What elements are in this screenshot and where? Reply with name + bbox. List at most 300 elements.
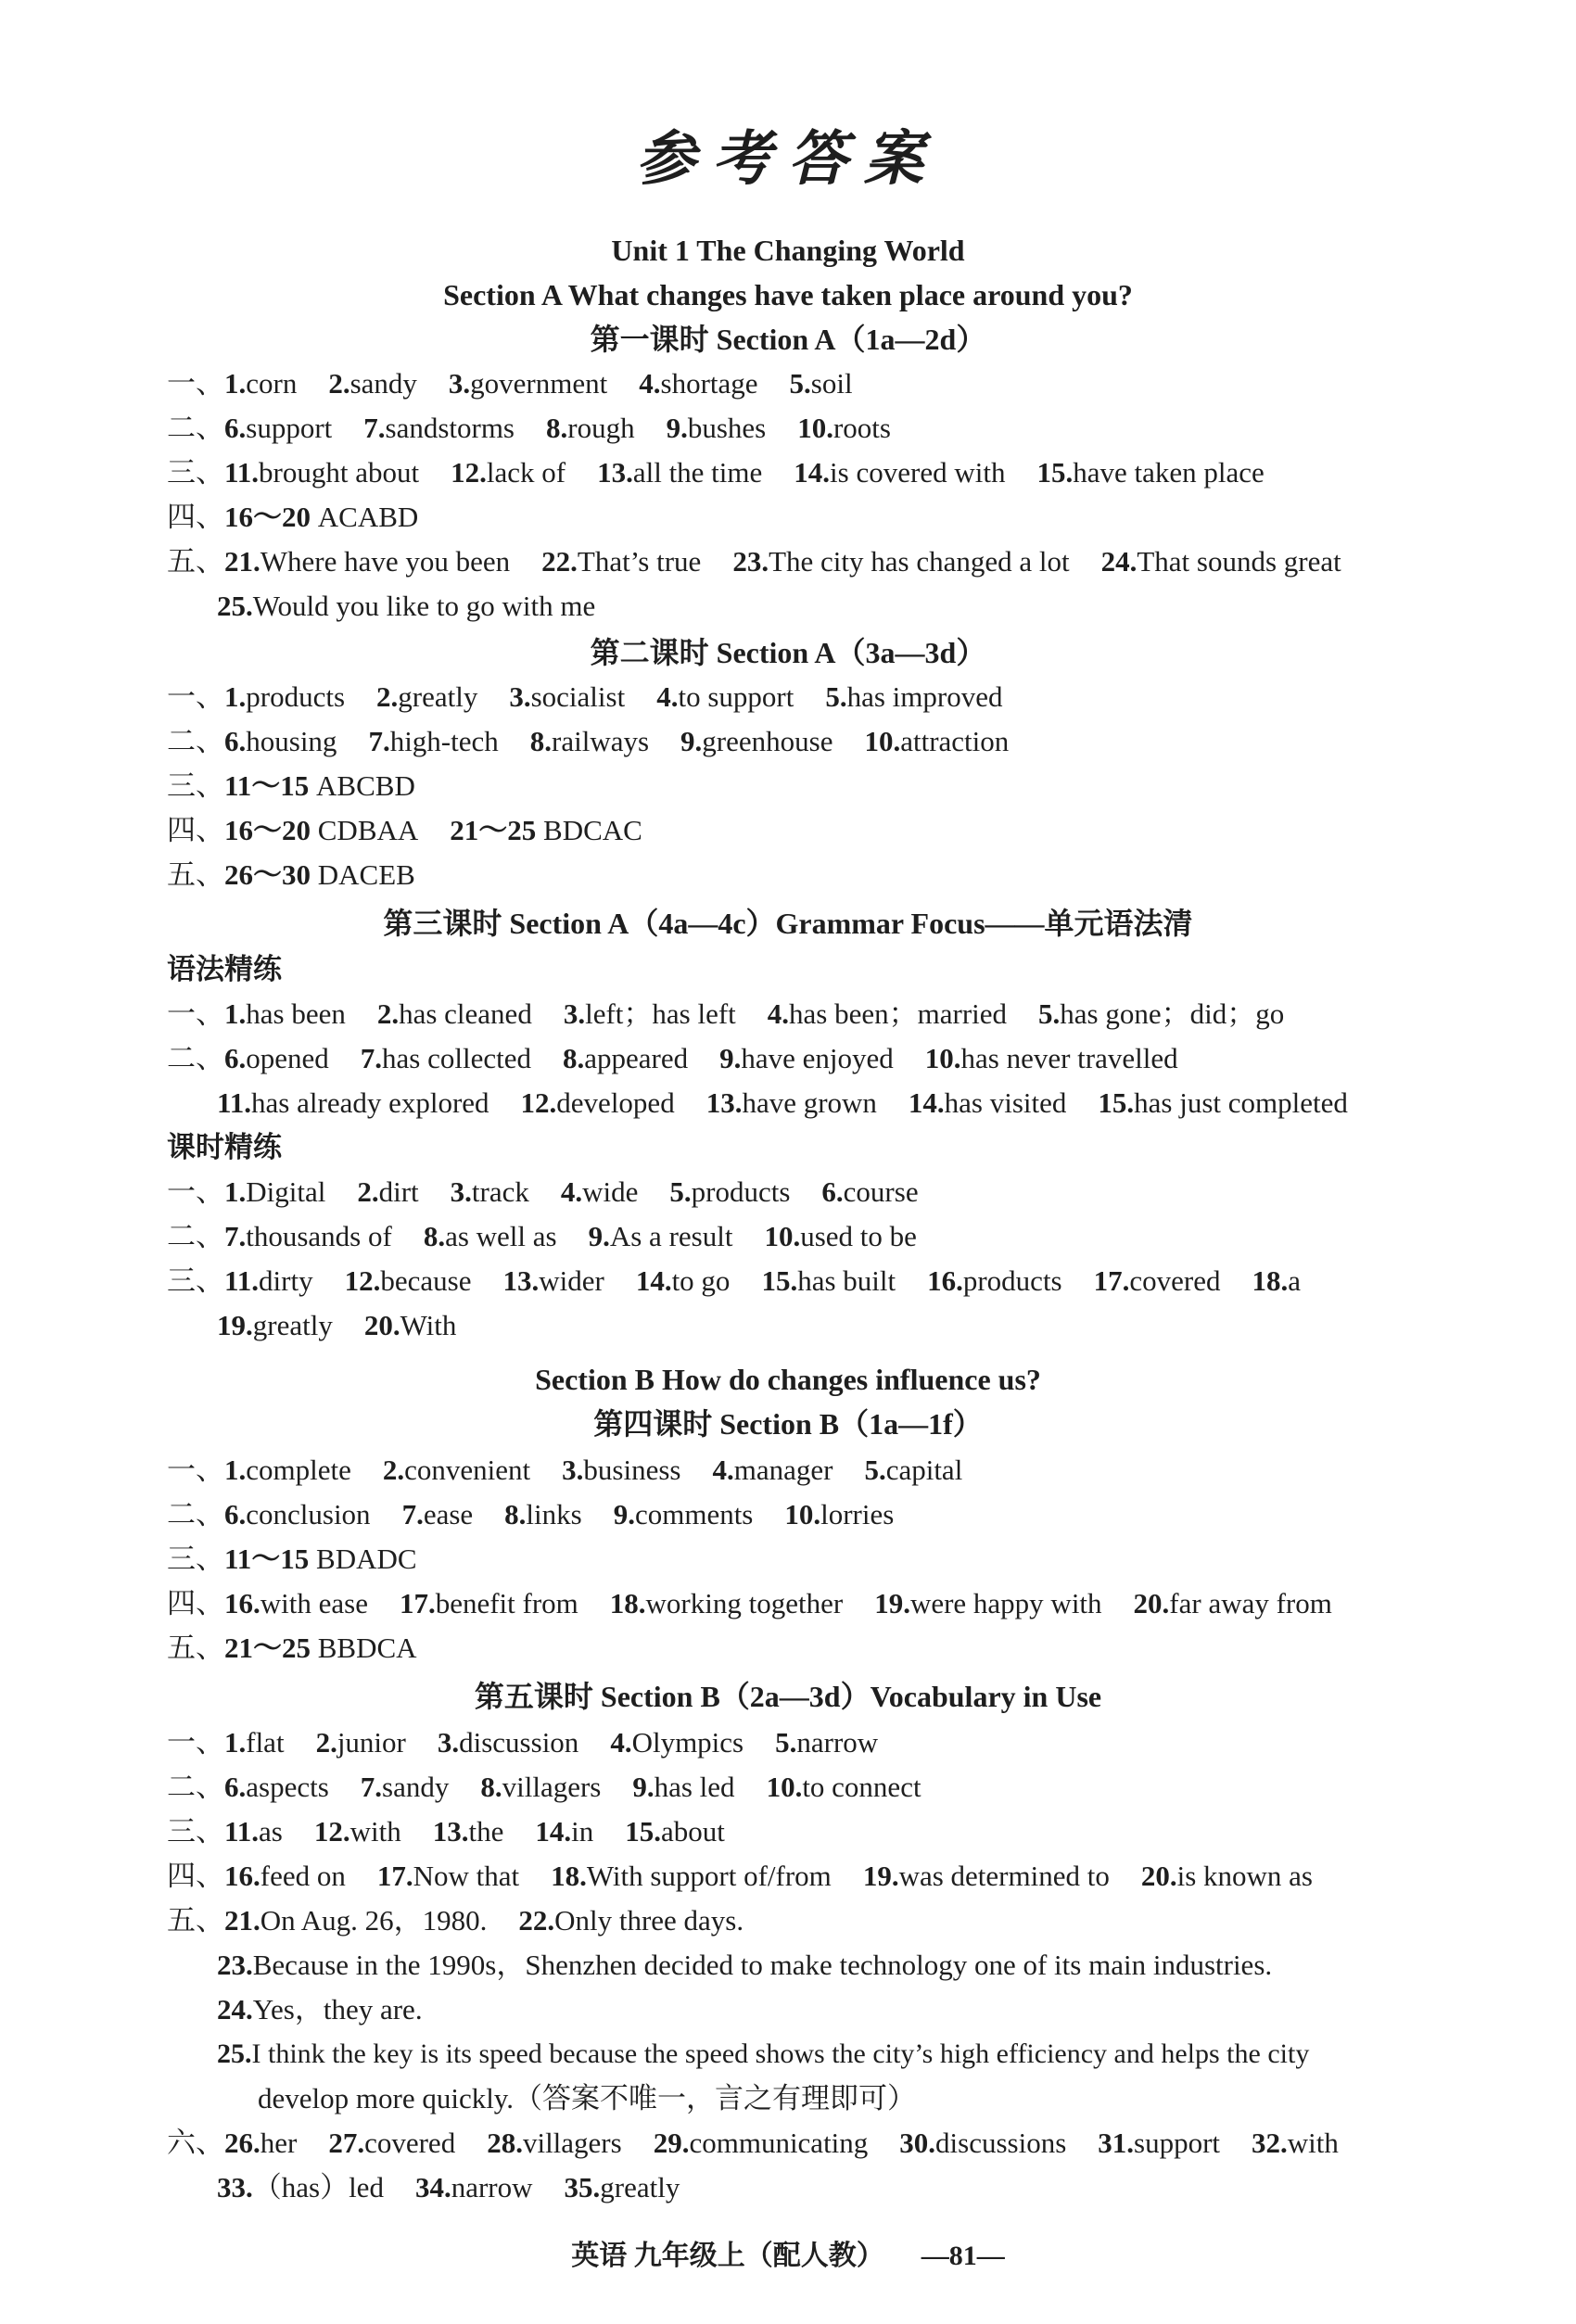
question-number: 2.	[328, 367, 350, 400]
question-number: 8.	[423, 1220, 446, 1252]
answer-text: track	[471, 1175, 529, 1208]
answer-text: villagers	[502, 1771, 602, 1803]
answer-text: ACABD	[317, 501, 419, 533]
answer-text: covered	[1129, 1264, 1221, 1297]
question-number: 2.	[357, 1175, 379, 1208]
answer-item	[400, 1581, 578, 1626]
answer-item	[328, 2121, 455, 2165]
question-number: 12.	[520, 1086, 557, 1119]
answer-item	[825, 675, 1002, 719]
answer-text: Because in the 1990s，Shenzhen decided to make technology one of its main industries.	[252, 1949, 1273, 1981]
answer-item	[361, 1036, 531, 1081]
answer-text: high-tech	[389, 725, 499, 757]
answer-item	[345, 1259, 472, 1303]
answer-item	[450, 808, 642, 853]
answer-item	[480, 1765, 601, 1810]
answer-text: all the time	[632, 456, 763, 489]
answer-item	[224, 1854, 346, 1899]
answer-text: wide	[582, 1175, 639, 1208]
answer-line	[167, 451, 1539, 495]
answer-item	[899, 2121, 1066, 2165]
answer-line	[217, 1987, 1539, 2032]
answer-item	[224, 1036, 329, 1081]
answer-text: ease	[423, 1498, 474, 1530]
answer-text: The city has changed a lot	[769, 545, 1070, 578]
answer-text: feed on	[260, 1860, 346, 1892]
answer-line	[167, 1036, 1539, 1081]
question-number: 8.	[546, 412, 568, 444]
answer-item	[224, 764, 415, 808]
answer-item	[1098, 2121, 1220, 2165]
answer-item	[610, 1721, 744, 1765]
answer-text: Would you like to go with me	[252, 590, 596, 622]
answer-text: a	[1288, 1264, 1301, 1297]
answer-text: to support	[678, 680, 794, 713]
question-group-marker: 二、	[167, 725, 224, 758]
answer-text: discussion	[459, 1726, 579, 1759]
answer-item	[363, 406, 515, 451]
question-number: 14.	[535, 1815, 572, 1848]
answer-item	[377, 1854, 519, 1899]
grammar-practice-label: 语法精练	[167, 953, 282, 985]
answer-text: narrow	[451, 2171, 533, 2203]
question-group-marker: 五、	[167, 858, 224, 892]
answer-item	[561, 1170, 639, 1214]
answer-line	[167, 362, 1539, 406]
section-b-title: Section B How do changes influence us?	[535, 1363, 1041, 1396]
question-group-marker: 三、	[167, 1543, 224, 1576]
question-number: 16～20	[224, 814, 318, 846]
question-number: 21～25	[224, 1632, 318, 1664]
question-number: 10.	[764, 1220, 801, 1252]
answer-item	[562, 1448, 680, 1492]
answer-item	[224, 719, 337, 764]
answer-text: comments	[634, 1498, 754, 1530]
answer-text: developed	[556, 1086, 675, 1119]
answer-line	[217, 1081, 1539, 1125]
question-number: 18.	[1252, 1264, 1289, 1297]
answer-item	[224, 808, 418, 853]
answer-text: Digital	[246, 1175, 326, 1208]
question-number: 18.	[551, 1860, 587, 1892]
answer-item	[564, 992, 736, 1036]
question-number: 34.	[414, 2171, 451, 2203]
question-number: 9.	[719, 1042, 742, 1074]
question-number: 15.	[1098, 1086, 1135, 1119]
answer-text: Olympics	[631, 1726, 744, 1759]
question-number: 21.	[224, 545, 261, 578]
answer-item	[874, 1581, 1101, 1626]
answer-text: junior	[337, 1726, 406, 1759]
question-number: 11.	[224, 1815, 260, 1848]
question-number: 23.	[732, 545, 769, 578]
answer-text: CDBAA	[317, 814, 419, 846]
answer-item	[864, 1448, 962, 1492]
question-number: 8.	[480, 1771, 502, 1803]
question-group-marker: 五、	[167, 1632, 224, 1665]
answer-text: as	[259, 1815, 283, 1848]
answer-line	[217, 1943, 1539, 1987]
question-number: 14.	[794, 456, 831, 489]
answer-text: has been	[246, 997, 346, 1030]
question-number: 17.	[376, 1860, 413, 1892]
question-number: 1.	[224, 1726, 247, 1759]
answer-item	[518, 1899, 744, 1943]
answer-text: brought about	[259, 456, 420, 489]
answer-text: benefit from	[435, 1587, 578, 1619]
answer-item	[639, 362, 757, 406]
answer-item	[438, 1721, 578, 1765]
answer-item	[636, 1259, 731, 1303]
answer-item	[589, 1214, 733, 1259]
answer-text: attraction	[900, 725, 1010, 757]
answer-text: greatly	[398, 680, 478, 713]
answer-item	[614, 1492, 754, 1537]
answer-line	[167, 808, 1539, 853]
answer-item	[669, 1170, 790, 1214]
question-number: 24.	[1100, 545, 1138, 578]
answer-text: communicating	[689, 2127, 869, 2159]
answer-text: far away from	[1169, 1587, 1332, 1619]
answer-line	[167, 1854, 1539, 1899]
answer-text: sandy	[382, 1771, 450, 1803]
answer-text: has collected	[382, 1042, 531, 1074]
answer-text: with	[1287, 2127, 1339, 2159]
answer-text: greenhouse	[702, 725, 833, 757]
answer-item	[1094, 1259, 1221, 1303]
answer-item	[224, 1626, 417, 1670]
answer-text: socialist	[530, 680, 626, 713]
question-group-marker: 四、	[167, 814, 224, 847]
answer-item	[224, 1259, 313, 1303]
answer-item	[546, 406, 635, 451]
answer-item	[224, 406, 332, 451]
answer-item	[217, 1987, 423, 2032]
answer-item	[224, 1537, 417, 1581]
answer-item	[551, 1854, 832, 1899]
answer-item	[732, 540, 1069, 584]
question-number: 33.	[217, 2171, 253, 2203]
answer-line	[167, 1810, 1539, 1854]
answer-text: to connect	[802, 1771, 921, 1803]
answer-line	[217, 1303, 1539, 1348]
question-number: 4.	[656, 680, 679, 713]
question-number: 1.	[224, 680, 247, 713]
question-number: 6.	[224, 1498, 247, 1530]
answer-item	[424, 1214, 557, 1259]
question-number: 10.	[924, 1042, 961, 1074]
answer-text: railways	[552, 725, 650, 757]
answer-text: flat	[246, 1726, 285, 1759]
question-group-marker: 三、	[167, 1264, 224, 1298]
answer-text: shortage	[660, 367, 758, 400]
answer-text: With	[400, 1309, 457, 1341]
question-number: 12.	[451, 456, 487, 489]
answer-text: ABCBD	[316, 769, 415, 802]
question-number: 9.	[666, 412, 688, 444]
answer-text: soil	[810, 367, 853, 400]
question-number: 6.	[821, 1175, 844, 1208]
answer-text: to go	[671, 1264, 731, 1297]
question-number: 16.	[927, 1264, 963, 1297]
answer-text: have enjoyed	[741, 1042, 894, 1074]
question-number: 15.	[625, 1815, 661, 1848]
answer-item	[656, 675, 794, 719]
question-number: 26.	[224, 2127, 261, 2159]
question-number: 5.	[1038, 997, 1061, 1030]
lesson-2-title: 第二课时 Section A（3a—3d）	[590, 636, 986, 669]
answer-item	[487, 2121, 622, 2165]
question-number: 7.	[401, 1498, 424, 1530]
answer-text: Where have you been	[260, 545, 511, 578]
answer-line	[167, 1721, 1539, 1765]
answer-text: I think the key is its speed because the speed shows the city’s high efficiency and helps the city	[251, 2038, 1310, 2069]
answer-item	[767, 1765, 921, 1810]
question-group-marker: 二、	[167, 1042, 224, 1075]
answer-item	[314, 1810, 401, 1854]
answer-text: discussions	[935, 2127, 1067, 2159]
answer-text: has been；married	[789, 997, 1008, 1030]
answer-item	[328, 362, 417, 406]
answer-item	[217, 2032, 1309, 2076]
answer-item	[504, 1492, 582, 1537]
answer-item	[925, 1036, 1178, 1081]
question-number: 7.	[368, 725, 390, 757]
question-number: 17.	[1093, 1264, 1130, 1297]
answer-item	[927, 1259, 1062, 1303]
question-group-marker: 一、	[167, 1454, 224, 1487]
question-number: 8.	[529, 725, 553, 757]
question-number: 3.	[448, 367, 471, 400]
answer-item	[794, 451, 1005, 495]
answer-text: BBDCA	[317, 1632, 417, 1664]
answer-text: working together	[645, 1587, 844, 1619]
question-number: 14.	[908, 1086, 945, 1119]
question-number: 13.	[502, 1264, 540, 1297]
lesson-4-title: 第四课时 Section B（1a—1f）	[593, 1407, 983, 1441]
lesson-3-title: 第三课时 Section A（4a—4c）Grammar Focus——单元语法清	[383, 907, 1193, 940]
answer-item	[625, 1810, 725, 1854]
answer-item	[541, 540, 701, 584]
answer-item	[1252, 2121, 1339, 2165]
answer-item	[224, 992, 346, 1036]
answer-item	[224, 540, 510, 584]
page-footer	[0, 2232, 1576, 2273]
answer-item	[863, 1854, 1110, 1899]
question-number: 9.	[613, 1498, 635, 1530]
answer-item	[1038, 992, 1284, 1036]
question-number: 1.	[224, 997, 247, 1030]
answer-line	[217, 2165, 1539, 2210]
answer-text: Now that	[413, 1860, 520, 1892]
question-number: 1.	[224, 1175, 247, 1208]
answer-text: sandy	[350, 367, 417, 400]
question-number: 12.	[313, 1815, 350, 1848]
answer-text: As a result	[609, 1220, 733, 1252]
question-number: 3.	[562, 1454, 584, 1486]
answer-line	[167, 719, 1539, 764]
question-number: 19.	[874, 1587, 910, 1619]
answer-item	[502, 1259, 604, 1303]
answer-line	[167, 495, 1539, 540]
answer-text: with ease	[260, 1587, 368, 1619]
question-number: 3.	[563, 997, 586, 1030]
question-number: 5.	[789, 367, 811, 400]
answer-item	[775, 1721, 878, 1765]
answer-item	[224, 1810, 283, 1854]
answer-text: corn	[246, 367, 298, 400]
answer-text: were happy with	[909, 1587, 1102, 1619]
answer-text: products	[691, 1175, 791, 1208]
answer-text: On Aug. 26，1980.	[260, 1904, 488, 1937]
question-group-marker: 二、	[167, 1771, 224, 1804]
question-number: 20.	[363, 1309, 400, 1341]
question-group-marker: 五、	[167, 545, 224, 578]
answer-text: manager	[733, 1454, 833, 1486]
question-number: 2.	[376, 680, 399, 713]
answer-item	[217, 2165, 384, 2210]
answer-item	[217, 1081, 489, 1125]
question-number: 11.	[217, 1086, 252, 1119]
question-number: 2.	[315, 1726, 337, 1759]
answer-text: greatly	[252, 1309, 333, 1341]
answer-item	[368, 719, 498, 764]
question-number: 11.	[224, 1264, 260, 1297]
answer-text: have taken place	[1073, 456, 1265, 489]
question-number: 27.	[328, 2127, 365, 2159]
answer-text: because	[380, 1264, 472, 1297]
answer-text: is known as	[1176, 1860, 1313, 1892]
question-number: 1.	[224, 367, 247, 400]
answer-line	[167, 540, 1539, 584]
answer-text: products	[246, 680, 346, 713]
answer-item	[1252, 1259, 1301, 1303]
question-group-marker: 一、	[167, 997, 224, 1031]
answer-item	[761, 1259, 896, 1303]
answer-item	[667, 406, 767, 451]
answer-text: （has）led	[252, 2171, 384, 2203]
answer-item	[224, 1170, 325, 1214]
answer-text: dirt	[378, 1175, 419, 1208]
answer-item	[217, 1943, 1272, 1987]
question-number: 1.	[224, 1454, 247, 1486]
answer-line	[167, 1492, 1539, 1537]
answer-text: support	[1134, 2127, 1221, 2159]
question-number: 21.	[224, 1904, 261, 1937]
answer-item	[821, 1170, 918, 1214]
answer-item	[224, 675, 345, 719]
question-number: 15.	[761, 1264, 798, 1297]
question-number: 32.	[1252, 2127, 1288, 2159]
answer-text: With support of/from	[586, 1860, 832, 1892]
question-number: 22.	[541, 545, 578, 578]
answer-item	[1134, 1581, 1332, 1626]
answer-item	[764, 1214, 916, 1259]
question-number: 7.	[363, 412, 386, 444]
answer-item	[563, 1036, 688, 1081]
question-number: 5.	[775, 1726, 797, 1759]
answer-item	[451, 451, 566, 495]
answer-text: BDADC	[316, 1543, 417, 1575]
question-number: 31.	[1098, 2127, 1135, 2159]
answer-line	[217, 2032, 1539, 2076]
answer-text: capital	[885, 1454, 963, 1486]
answer-item	[224, 1899, 487, 1943]
question-number: 8.	[562, 1042, 585, 1074]
answer-item	[402, 1492, 474, 1537]
answer-item	[530, 719, 649, 764]
answer-text: has improved	[846, 680, 1003, 713]
answer-item	[376, 675, 477, 719]
question-number: 5.	[825, 680, 847, 713]
answer-item	[224, 1721, 285, 1765]
answer-line	[167, 2121, 1539, 2165]
question-group-marker: 二、	[167, 1498, 224, 1531]
question-number: 25.	[217, 2038, 252, 2069]
answer-text: villagers	[522, 2127, 622, 2159]
answer-item	[797, 406, 891, 451]
question-group-marker: 六、	[167, 2127, 224, 2160]
question-number: 5.	[864, 1454, 886, 1486]
answer-line	[167, 992, 1539, 1036]
answer-text: has led	[654, 1771, 735, 1803]
answer-text: has visited	[944, 1086, 1067, 1119]
answer-text: left；has left	[585, 997, 736, 1030]
answer-item	[565, 2165, 680, 2210]
answer-line	[167, 1581, 1539, 1626]
answer-text: course	[843, 1175, 919, 1208]
question-number: 9.	[588, 1220, 610, 1252]
answer-text: opened	[246, 1042, 329, 1074]
answer-text: has never travelled	[960, 1042, 1178, 1074]
answer-text: business	[583, 1454, 681, 1486]
answer-text: about	[661, 1815, 725, 1848]
question-number: 26～30	[224, 858, 318, 891]
question-number: 21～25	[450, 814, 544, 846]
question-number: 2.	[382, 1454, 405, 1486]
answer-text: Only three days.	[554, 1904, 744, 1937]
answer-item	[521, 1081, 675, 1125]
answer-item	[449, 362, 607, 406]
question-number: 4.	[610, 1726, 632, 1759]
answer-text: was determined to	[898, 1860, 1110, 1892]
answer-text: covered	[364, 2127, 456, 2159]
answer-item	[1098, 1081, 1347, 1125]
answer-item	[535, 1810, 593, 1854]
question-number: 6.	[224, 1042, 247, 1074]
question-number: 7.	[360, 1771, 383, 1803]
question-group-marker: 三、	[167, 456, 224, 489]
answer-text: That’s true	[577, 545, 702, 578]
answer-text: rough	[567, 412, 635, 444]
answer-item	[224, 1448, 351, 1492]
question-number: 4.	[767, 997, 790, 1030]
answer-line	[167, 1537, 1539, 1581]
lesson-practice-label: 课时精练	[167, 1131, 282, 1163]
page-number: —81—	[921, 2241, 1005, 2271]
question-number: 18.	[609, 1587, 646, 1619]
question-number: 19.	[217, 1309, 253, 1341]
question-number: 30.	[899, 2127, 936, 2159]
answer-text: has cleaned	[399, 997, 532, 1030]
answer-text: in	[571, 1815, 594, 1848]
answer-line	[167, 1448, 1539, 1492]
question-number: 7.	[224, 1220, 247, 1252]
answer-text: has gone；did；go	[1060, 997, 1285, 1030]
answer-text: lorries	[820, 1498, 895, 1530]
question-number: 13.	[705, 1086, 743, 1119]
answer-item	[610, 1581, 843, 1626]
